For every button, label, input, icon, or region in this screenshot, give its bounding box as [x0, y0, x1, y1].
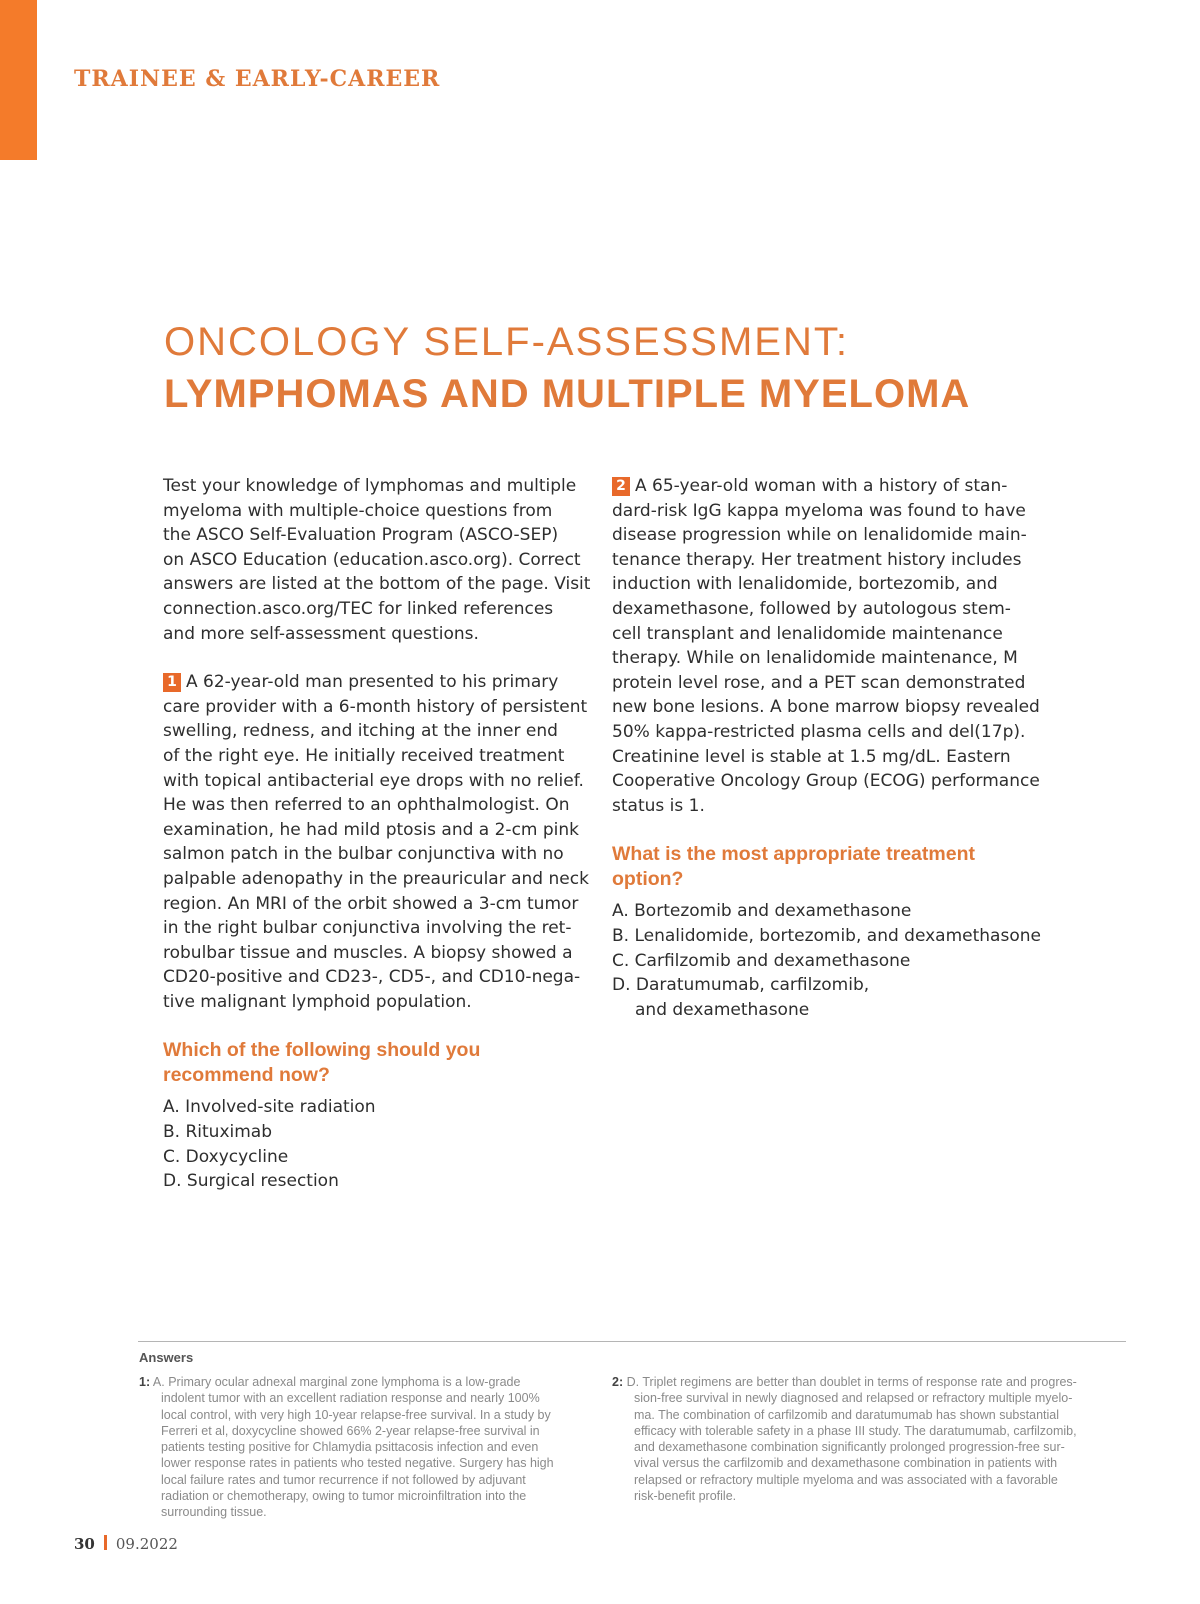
answer-label: 2:	[612, 1375, 624, 1389]
page-title	[164, 318, 970, 422]
title-line-2: LYMPHOMAS AND MULTIPLE MYELOMA	[164, 372, 971, 416]
question-1-prompt	[163, 1038, 593, 1087]
option-d-continuation: and dexamethasone	[635, 999, 810, 1020]
page-footer	[74, 1535, 178, 1553]
option-d-text: D. Daratumumab, carfilzomib,	[612, 975, 870, 996]
case-line: Cooperative Oncology Group (ECOG) performance	[612, 771, 1040, 792]
question-number-badge: 1	[163, 673, 181, 692]
intro-line: and more self-assessment questions.	[163, 623, 479, 644]
case-line: care provider with a 6-month history of persistent	[163, 696, 588, 717]
intro-line: connection.asco.org/TEC for linked references	[163, 598, 554, 619]
prompt-line: What is the most appropriate treatment	[612, 843, 975, 866]
answer-line: radiation or chemotherapy, owing to tumor microinfiltration into the	[161, 1489, 527, 1504]
answer-line: local failure rates and tumor recurrence if not followed by adjuvant	[161, 1472, 526, 1487]
answer-line: relapsed or refractory multiple myeloma and was associated with a favorable	[634, 1472, 1058, 1487]
case-line: protein level rose, and a PET scan demonstrated	[612, 672, 1026, 693]
option-c: C. Carfilzomib and dexamethasone	[612, 950, 911, 971]
answer-line: A. Primary ocular adnexal marginal zone lymphoma is a low-grade	[152, 1375, 521, 1389]
intro-paragraph	[163, 474, 593, 646]
case-line: swelling, redness, and itching at the inner end	[163, 721, 558, 742]
case-line: Creatinine level is stable at 1.5 mg/dL. Eastern	[612, 746, 1011, 767]
title-line-1: ONCOLOGY SELF-ASSESSMENT:	[164, 320, 849, 364]
option-c: C. Doxycycline	[163, 1146, 289, 1167]
case-line: examination, he had mild ptosis and a 2-cm pink	[163, 819, 580, 840]
left-column	[163, 474, 593, 1194]
case-line: He was then referred to an ophthalmologist. On	[163, 795, 570, 816]
answer-line: sion-free survival in newly diagnosed and relapsed or refractory multiple myelo-	[634, 1391, 1073, 1406]
footer-separator	[104, 1535, 107, 1550]
answer-line: patients testing positive for Chlamydia psittacosis infection and even	[161, 1440, 539, 1455]
answer-label: 1:	[139, 1375, 151, 1389]
section-label: TRAINEE & EARLY-CAREER	[74, 66, 441, 92]
question-2-case	[612, 474, 1042, 818]
answer-line: D. Triplet regimens are better than doublet in terms of response rate and progres-	[626, 1375, 1077, 1389]
answer-line: ma. The combination of carfilzomib and daratumumab has shown substantial	[634, 1407, 1059, 1422]
answer-line: indolent tumor with an excellent radiation response and nearly 100%	[161, 1391, 540, 1406]
intro-line: myeloma with multiple-choice questions from	[163, 500, 553, 521]
case-line: induction with lenalidomide, bortezomib, and	[612, 574, 998, 595]
case-line: 50% kappa-restricted plasma cells and del(17p).	[612, 721, 1026, 742]
case-line: cell transplant and lenalidomide maintenance	[612, 623, 1003, 644]
case-line: tenance therapy. Her treatment history includes	[612, 549, 1022, 570]
intro-line: answers are listed at the bottom of the page. Visit	[163, 574, 591, 595]
answer-line: vival versus the carfilzomib and dexamethasone combination in patients with	[634, 1456, 1058, 1471]
option-d: D. Surgical resection	[163, 1171, 339, 1192]
prompt-line: recommend now?	[163, 1063, 330, 1086]
question-1-case	[163, 670, 593, 1014]
issue-date: 09.2022	[115, 1535, 178, 1553]
case-line: robulbar tissue and muscles. A biopsy showed a	[163, 942, 573, 963]
answer-line: Ferreri et al, doxycycline showed 66% 2-year relapse-free survival in	[161, 1423, 540, 1438]
case-line: A 62-year-old man presented to his primary	[186, 672, 559, 693]
answer-line: local control, with very high 10-year relapse-free survival. In a study by	[161, 1407, 551, 1422]
answer-line: efficacy with tolerable safety in a phase III study. The daratumumab, carfilzomib,	[634, 1423, 1077, 1438]
case-line: of the right eye. He initially received treatment	[163, 745, 565, 766]
option-d	[612, 973, 1042, 1022]
answers-heading: Answers	[139, 1350, 194, 1365]
case-line: new bone lesions. A bone marrow biopsy revealed	[612, 697, 1040, 718]
option-b: B. Rituximab	[163, 1122, 272, 1143]
prompt-line: option?	[612, 867, 684, 890]
case-line: region. An MRI of the orbit showed a 3-cm tumor	[163, 893, 579, 914]
orange-accent-bar	[0, 0, 37, 160]
intro-line: Test your knowledge of lymphomas and multiple	[163, 476, 577, 496]
case-line: dexamethasone, followed by autologous stem-	[612, 598, 1011, 619]
prompt-line: Which of the following should you	[163, 1039, 481, 1062]
case-line: dard-risk IgG kappa myeloma was found to have	[612, 500, 1026, 521]
answer-2	[612, 1374, 1122, 1504]
question-2-prompt	[612, 842, 1042, 891]
case-line: A 65-year-old woman with a history of stan-	[635, 476, 1008, 496]
right-column	[612, 474, 1042, 1022]
answer-line: lower response rates in patients who tested negative. Surgery has high	[161, 1456, 554, 1471]
answer-line: risk-benefit profile.	[634, 1489, 737, 1504]
option-b: B. Lenalidomide, bortezomib, and dexamethasone	[612, 925, 1041, 946]
answer-1	[139, 1374, 591, 1521]
case-line: tive malignant lymphoid population.	[163, 991, 472, 1012]
question-1-options	[163, 1095, 593, 1193]
case-line: salmon patch in the bulbar conjunctiva with no	[163, 844, 564, 865]
question-2-options	[612, 899, 1042, 1022]
option-a: A. Bortezomib and dexamethasone	[612, 901, 912, 922]
case-line: status is 1.	[612, 795, 705, 816]
question-number-badge: 2	[612, 477, 630, 496]
case-line: disease progression while on lenalidomide main-	[612, 525, 1027, 546]
answer-line: and dexamethasone combination significantly prolonged progression-free sur-	[634, 1440, 1065, 1455]
case-line: palpable adenopathy in the preauricular and neck	[163, 868, 589, 889]
case-line: CD20-positive and CD23-, CD5-, and CD10-nega-	[163, 967, 581, 988]
case-line: in the right bulbar conjunctiva involving the ret-	[163, 918, 572, 939]
answers-divider	[138, 1341, 1126, 1342]
intro-line: the ASCO Self-Evaluation Program (ASCO-SEP)	[163, 525, 559, 546]
page-number: 30	[74, 1535, 95, 1553]
option-a: A. Involved-site radiation	[163, 1097, 376, 1118]
case-line: therapy. While on lenalidomide maintenance, M	[612, 648, 1018, 669]
answer-line: surrounding tissue.	[161, 1505, 267, 1520]
intro-line: on ASCO Education (education.asco.org). Correct	[163, 549, 581, 570]
case-line: with topical antibacterial eye drops with no relief.	[163, 770, 584, 791]
